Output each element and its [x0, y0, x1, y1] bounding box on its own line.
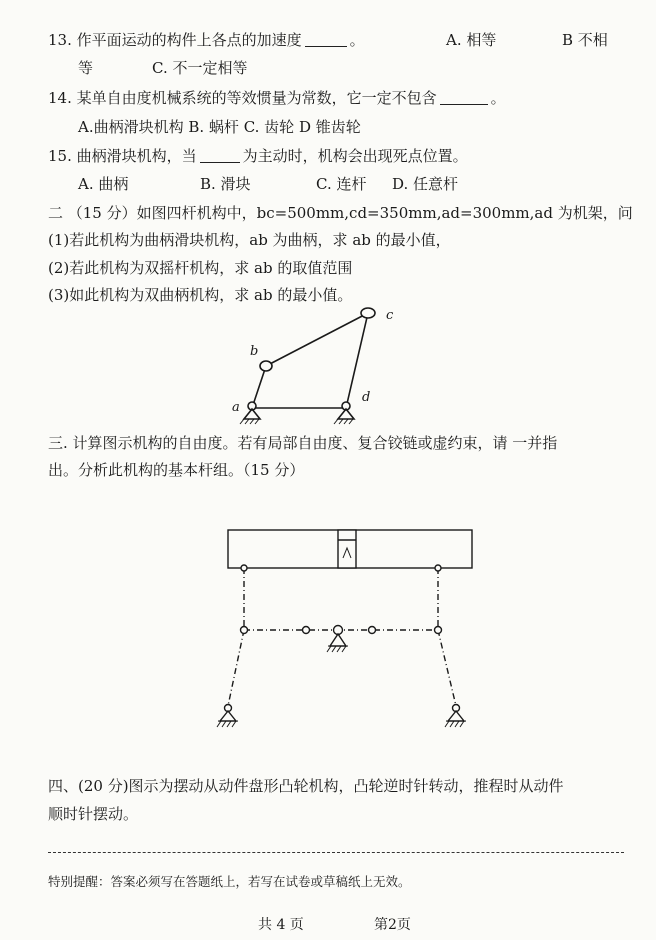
q15-text-after: 为主动时，机构会出现死点位置。	[242, 147, 468, 165]
support-a	[244, 409, 260, 419]
q14-text: 14. 某单自由度机械系统的等效惯量为常数，它一定不包含	[48, 89, 437, 107]
label-c: c	[386, 308, 394, 323]
slider-block	[338, 530, 356, 568]
section4-line1: 四、(20 分)图示为摆动从动件盘形凸轮机构，凸轮逆时针转动，推程时从动件	[48, 777, 564, 795]
q14-stem	[48, 88, 506, 108]
q13-option-c: C. 不一定相等	[152, 59, 248, 77]
q15-text-before: 15. 曲柄滑块机构，当	[48, 147, 197, 165]
center-support	[330, 634, 346, 646]
joint-right-top	[435, 565, 441, 571]
q13-blank	[305, 32, 347, 47]
left-bottom-support	[220, 711, 236, 721]
joint-a	[248, 402, 256, 410]
footer-total-pages: 共 4 页	[258, 917, 304, 933]
right-lower-link	[438, 630, 456, 706]
section2-sub1: (1)若此机构为曲柄滑块机构，ab 为曲柄，求 ab 的最小值，	[48, 231, 451, 249]
left-lower-link	[228, 630, 244, 706]
link-ab	[252, 366, 266, 408]
q14-tail: 。	[490, 89, 506, 107]
section2-sub3: (3)如此机构为双曲柄机构，求 ab 的最小值。	[48, 286, 353, 304]
q13-option-b-start: B 不相	[562, 31, 608, 49]
joint-right-mid	[435, 627, 442, 634]
q15-blank	[200, 148, 240, 163]
footer-page-number: 第2页	[374, 917, 411, 933]
label-b: b	[250, 344, 259, 359]
q13-option-b-end: 等	[78, 59, 94, 77]
section2-title: 二 （15 分）如图四杆机构中，bc=500mm,cd=350mm,ad=300mm,ad 为机架，问	[48, 204, 633, 222]
q13-stem	[48, 30, 365, 50]
q15-stem	[48, 146, 468, 166]
joint-left-top	[241, 565, 247, 571]
right-bottom-support	[448, 711, 464, 721]
divider-dashed	[48, 852, 624, 853]
section3-line1: 三. 计算图示机构的自由度。若有局部自由度、复合铰链或虚约束，请 一并指	[48, 434, 558, 452]
q14-options: A.曲柄滑块机构 B. 蜗杆 C. 齿轮 D 锥齿轮	[78, 118, 361, 136]
q15-option-a: A. 曲柄	[78, 175, 129, 193]
q15-option-b: B. 滑块	[200, 175, 251, 193]
section4-line2: 顺时针摆动。	[48, 805, 139, 823]
top-beam	[228, 530, 472, 568]
label-d: d	[362, 390, 371, 405]
section2-sub2: (2)若此机构为双摇杆机构，求 ab 的取值范围	[48, 259, 353, 277]
q14-blank	[440, 90, 488, 105]
q13-tail: 。	[349, 31, 365, 49]
joint-mid-2	[369, 627, 376, 634]
special-notice: 特别提醒：答案必须写在答题纸上，若写在试卷或草稿纸上无效。	[48, 874, 411, 889]
q13-option-a: A. 相等	[446, 31, 497, 49]
joint-c	[361, 308, 375, 318]
joint-left-mid	[241, 627, 248, 634]
label-a: a	[232, 400, 240, 415]
section3-line2: 出。分析此机构的基本杆组。（15 分）	[48, 461, 305, 479]
joint-b	[260, 361, 272, 371]
link-bc	[266, 313, 368, 366]
support-d	[338, 409, 354, 419]
q15-option-c: C. 连杆	[316, 175, 367, 193]
q13-text: 13. 作平面运动的构件上各点的加速度	[48, 31, 302, 49]
joint-d	[342, 402, 350, 410]
joint-mid-1	[303, 627, 310, 634]
q15-option-d: D. 任意杆	[392, 175, 459, 193]
center-pivot	[334, 626, 343, 635]
